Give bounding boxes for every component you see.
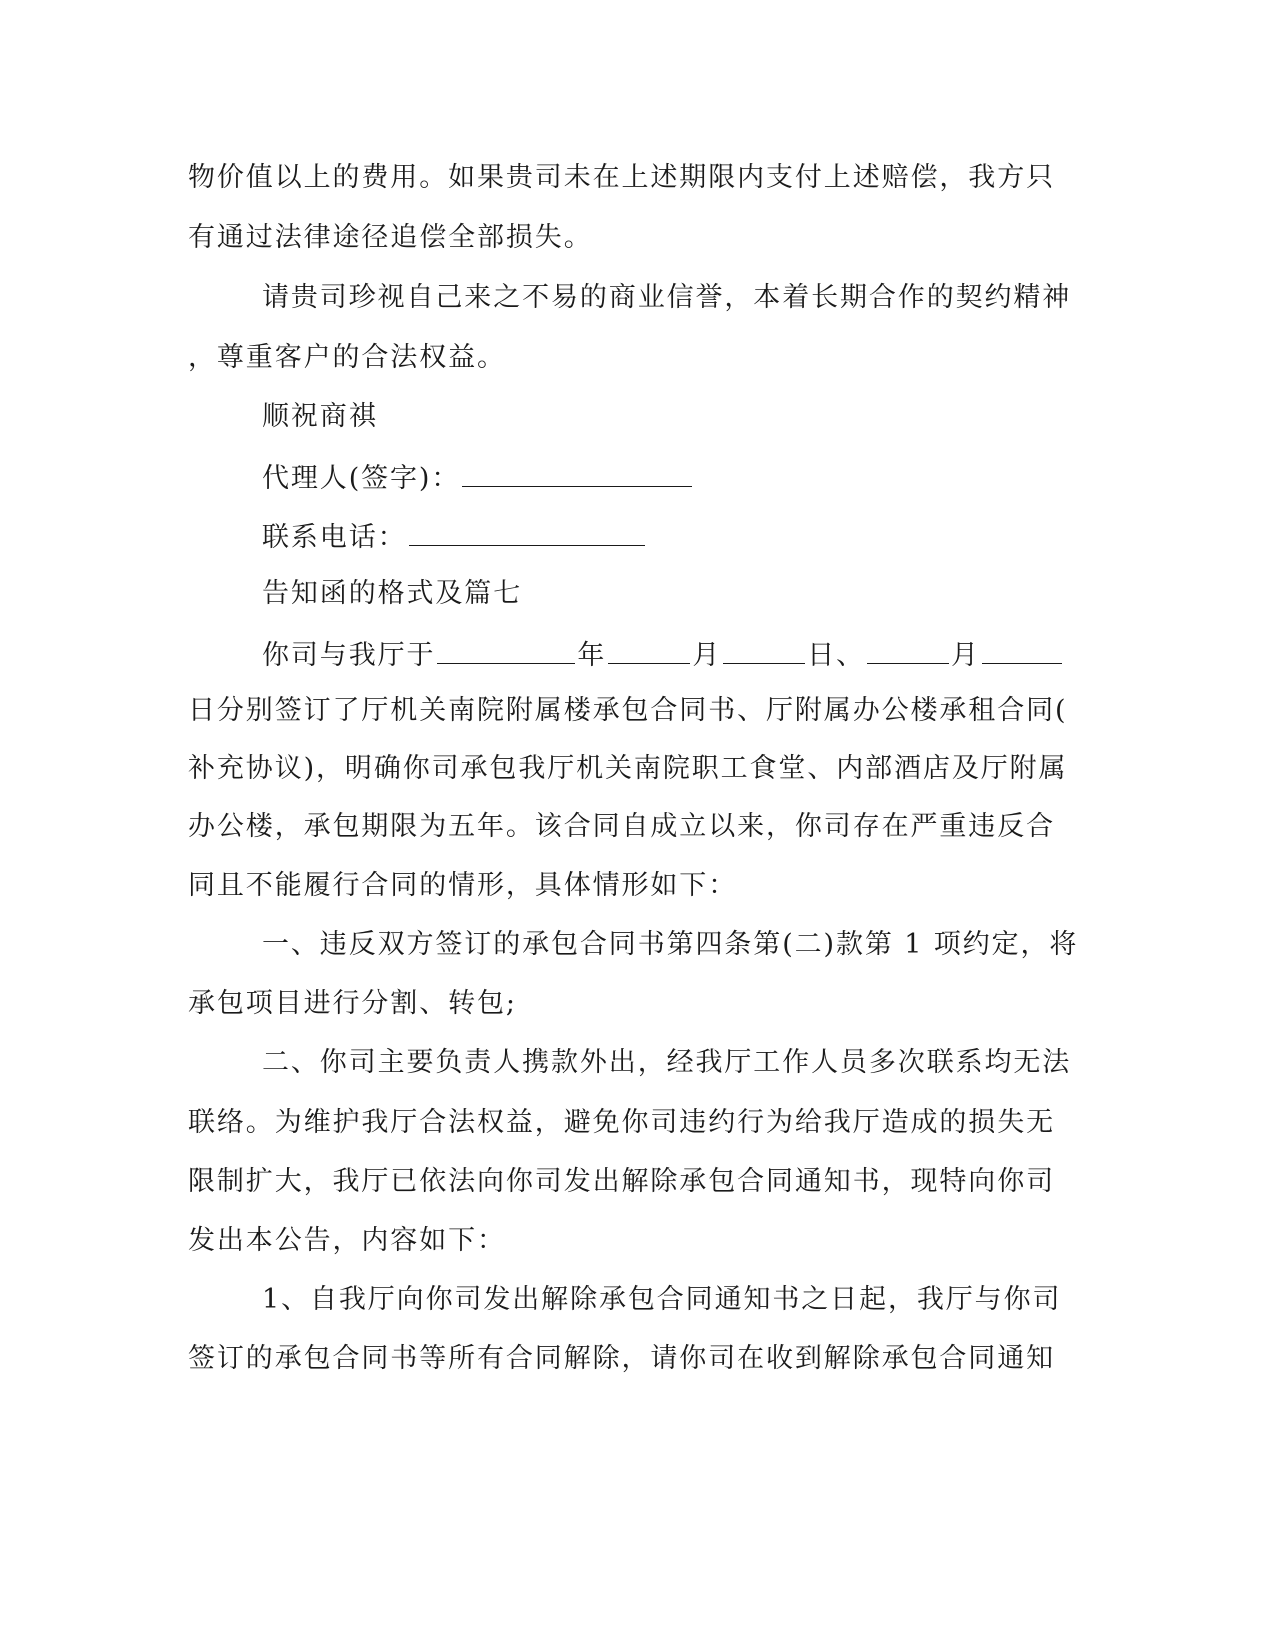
date-line (262, 633, 1162, 673)
year-label: 年 (577, 640, 607, 671)
paragraph-line: 发出本公告，内容如下： (188, 1225, 506, 1256)
paragraph-line: 日分别签订了厅机关南院附属楼承包合同书、厅附属办公楼承租合同( (188, 695, 1068, 726)
paragraph-line: 限制扩大，我厅已依法向你司发出解除承包合同通知书，现特向你司 (188, 1166, 1055, 1197)
agent-signature-blank (462, 456, 692, 487)
paragraph-line: 签订的承包合同书等所有合同解除，请你司在收到解除承包合同通知 (188, 1343, 1055, 1374)
month-blank (867, 633, 949, 664)
paragraph-line: 一、违反双方签订的承包合同书第四条第(二)款第 1 项约定，将 (262, 929, 1079, 960)
date-line-prefix: 你司与我厅于 (262, 640, 436, 671)
agent-signature-label: 代理人(签字)： (262, 463, 461, 494)
paragraph-line: 联络。为维护我厅合法权益，避免你司违约行为给我厅造成的损失无 (188, 1107, 1055, 1138)
paragraph-line: 二、你司主要负责人携款外出，经我厅工作人员多次联系均无法 (262, 1047, 1072, 1078)
paragraph-line: 有通过法律途径追偿全部损失。 (188, 222, 593, 253)
phone-line (262, 515, 1162, 555)
day-label: 日、 (807, 640, 866, 671)
paragraph-line: 承包项目进行分割、转包; (188, 988, 517, 1019)
paragraph-line: 请贵司珍视自己来之不易的商业信誉，本着长期合作的契约精神 (262, 282, 1072, 313)
month-label: 月 (951, 640, 980, 671)
month-label: 月 (692, 640, 722, 671)
month-blank (608, 633, 690, 664)
section-title: 告知函的格式及篇七 (262, 578, 523, 609)
year-blank (437, 633, 575, 664)
paragraph-line: ，尊重客户的合法权益。 (188, 342, 506, 373)
agent-signature-line (262, 456, 1162, 496)
phone-blank (409, 515, 645, 546)
phone-label: 联系电话： (262, 522, 407, 553)
paragraph-line: 物价值以上的费用。如果贵司未在上述期限内支付上述赔偿，我方只 (188, 162, 1055, 193)
paragraph-line: 补充协议)，明确你司承包我厅机关南院职工食堂、内部酒店及厅附属 (188, 753, 1068, 784)
paragraph-line: 办公楼，承包期限为五年。该合同自成立以来，你司存在严重违反合 (188, 811, 1055, 842)
day-blank (982, 633, 1062, 664)
paragraph-line: 1、自我厅向你司发出解除承包合同通知书之日起，我厅与你司 (262, 1284, 1062, 1315)
paragraph-line: 同且不能履行合同的情形，具体情形如下： (188, 870, 738, 901)
closing-greeting: 顺祝商祺 (262, 401, 378, 432)
day-blank (723, 633, 805, 664)
